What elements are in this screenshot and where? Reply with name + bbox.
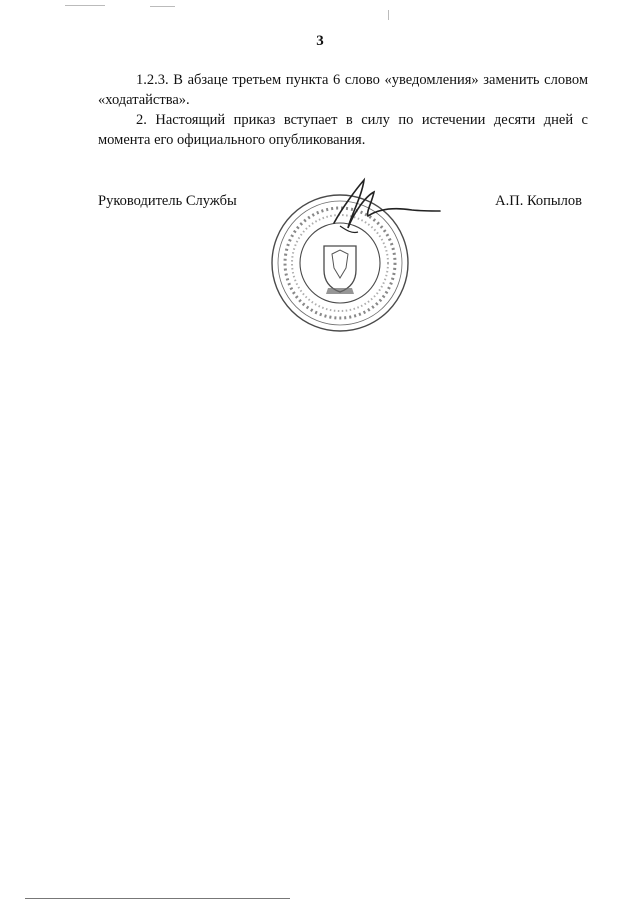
paragraph-1: 1.2.3. В абзаце третьем пункта 6 слово «уведомления» заменить словом «ходатайства». [98,72,588,108]
seal-emblem-figure [332,250,348,278]
document-body [98,70,588,150]
signatory-position: Руководитель Службы [98,193,237,209]
scan-artifact [65,5,105,6]
paragraph-2: 2. Настоящий приказ вступает в силу по истечении десяти дней с момента его официального опубликования. [98,112,588,148]
handwritten-signature [334,180,440,228]
bottom-rule [25,898,290,899]
official-seal [262,168,442,338]
seal-middle-ring [278,201,402,325]
page-number: 3 [316,33,324,49]
seal-ring-lettering [285,208,395,318]
seal-emblem-base [326,288,354,294]
seal-and-signature-graphic [262,168,442,338]
seal-emblem-shield [324,246,356,292]
signatory-name: А.П. Копылов [495,193,582,209]
scan-artifact [150,6,175,7]
scan-artifact [388,10,389,20]
seal-inner-lettering [292,215,388,311]
